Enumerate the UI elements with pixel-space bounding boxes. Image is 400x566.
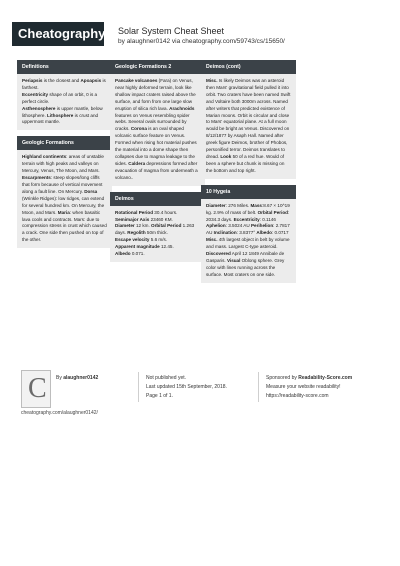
text: (Fara) on Venus, near highly deformed terrain, look like shallow impact craters raised above the surface, and form from one large slow eruption of silica rich lava. [115,78,196,111]
footer-divider [258,372,259,402]
footer-author-link[interactable]: alaughner0142 [63,375,99,381]
page-title: Solar System Cheat Sheet [118,26,225,36]
publish-status: Not published yet. [146,375,187,381]
term: Diameter [206,202,226,208]
page-count: Page 1 of 1. [146,393,173,399]
text: 0.071. [130,251,145,257]
term: Apparent magnitude [115,244,160,250]
block-body [17,74,112,130]
term: Misc. [206,237,218,243]
term: Periapsis [22,78,43,83]
term: Caldera [128,160,146,166]
text: shape of an orbit, 0 is a perfect circle. [22,91,98,104]
definitions-block [17,60,112,130]
term: Discovered [206,251,231,257]
term: Corona [130,126,147,132]
term: Look [220,153,232,159]
paragraph [115,251,200,258]
paragraph [206,78,291,175]
author-avatar[interactable] [21,370,51,408]
paragraph [22,78,107,92]
byline-prefix: by [118,38,125,45]
text: 23460 KM. [149,216,173,222]
text: 50 of a red hue. Would of been a sphere but chunk is missing on the bottom and top right. [206,153,285,173]
sponsor-tagline: Measure your website readability! [266,384,341,390]
block-title: Deimos [110,192,205,206]
text: 30.4 hours. [153,209,178,215]
sponsor-link[interactable]: Readability-Score.com [298,375,353,381]
term: Maria [57,209,70,215]
block-body [201,199,296,283]
term: Eccentricity [233,216,260,222]
term: Orbital Period [257,209,288,215]
term: Apoapsis [80,78,102,83]
footer-by: By [56,375,62,381]
sheet-url-link[interactable]: cheatography.com/59743/cs/15650/ [182,38,285,45]
paragraph [22,175,107,244]
term: Regolith [127,230,146,236]
paragraph [115,237,200,244]
hygeia-block [201,185,296,283]
avatar-letter: C [28,373,47,404]
text: Oblong sphere. Grey color with lines running across the surface. Most craters on one side. [206,257,285,277]
term: Misc. [206,78,218,83]
term: Highland continents [22,154,67,160]
text: : areas of unstable terrain with high peaks and valleys on Mercury, Venus, The Moon, and Mars. [22,154,104,174]
block-title: Definitions [17,60,112,74]
term: Albedo [256,230,272,236]
text: depressions formed after evacuation of magma from underneath a volcano.. [115,160,198,180]
term: Lithosphere [47,112,74,118]
text: : 2034.3 days. [206,209,290,222]
text: : 3.8377° [236,230,257,236]
term: Arachnoids [169,105,195,111]
text: is crust and uppermost mantle. [22,112,99,125]
text: April 12 1849 Annibale de Gasparis. [206,251,285,263]
text: 4th largest object in belt by volume and mass. Largest C-type asteroid. [206,237,290,250]
footer-author [56,375,98,381]
deimos-cont-block [201,60,296,179]
term: Dorsa [84,188,98,194]
deimos-block [110,192,205,262]
text: : 2.7817 AU [206,223,290,236]
page-header [0,0,400,58]
block-title: Deimos (cont) [201,60,296,74]
text: : steep slopes/long cliffs that form because of vertical movement along a fault line. On Mercury. [22,175,103,194]
sponsor-url[interactable]: https://readability-score.com [266,393,329,399]
footer-profile-link[interactable]: cheatography.com/alaughner0142/ [21,410,98,416]
block-body [201,74,296,179]
sponsor-line [266,375,352,381]
text: :8.67 × 10^19 kg. 2.9% of mass of belt. [206,202,290,215]
text: 1.263 days. [115,223,195,236]
term: Pancake volcanoes [115,78,158,83]
geologic-formations-block [17,136,112,248]
text: : 3.5024 AU [225,223,251,229]
block-title: Geologic Formations [17,136,112,150]
term: Visual [226,257,241,263]
text: : 276 Miles. [225,202,251,208]
text: 12.45. [159,244,174,250]
text: is an oval shaped volcanic surface feature on Venus. Formed when rising hot material pushes the material into a dome shape then collapses due to magma leakage to the sides. [115,126,197,166]
block-title: 10 Hygeia [201,185,296,199]
term: Orbital Period [151,223,182,229]
term: Eccentricity [22,91,49,97]
text: is upper mantle, below lithosphere. [22,105,103,118]
paragraph [22,154,107,175]
term: Semimajor Axis [115,216,150,222]
paragraph [115,210,200,217]
paragraph [22,106,107,127]
term: Escape velocity [115,237,150,243]
column-1 [17,60,112,254]
geologic-formations-2-block [110,60,205,186]
column-3 [201,60,296,289]
text: : 0.1146 [259,216,276,222]
text: features on Venus resembling spider webs. Several ovals surrounded by cracks. [115,112,190,132]
term: Perihelion [250,223,274,229]
text: is farthest. [22,78,106,90]
text: 5.6 m/s. [149,237,168,243]
paragraph [22,92,107,106]
sponsor-prefix: Sponsored by [266,375,297,381]
text: is the closest and [42,78,81,83]
text: : 0.0717 [271,230,289,236]
text: (Wrinkle Ridges): low ridges, can extend for several hundred km. On Mercury, the Moon, and Mars. [22,195,105,215]
byline-mid: via [171,38,181,45]
term: Diameter [115,223,135,229]
term: Inclination [213,230,237,236]
cheatography-logo[interactable]: Cheatography [12,22,104,46]
paragraph [115,78,200,182]
term: Albedo [115,251,131,257]
term: Rotational Period [115,209,154,215]
byline [118,38,285,45]
author-link[interactable]: alaughner0142 [126,38,171,45]
text: Is likely Deimos was an asteroid then Mars' gravitational field pulled it into orbit. Two craters have been named Swift and Voltaire both 3000m across. Named after writers that predicted existence of Marian moons. Orbit is circular and close to Mars' equatorial plane. At a full moon would be bright as Venus. Discovered on 8/12/1877 by Asaph Hall. Named after greek figure Deimos, brother of Phobos, personified terror. Deimos translates to dread. [206,78,291,159]
term: Escarpments [22,175,51,181]
block-title: Geologic Formations 2 [110,60,205,74]
paragraph [206,203,291,279]
last-updated: Last updated 15th September, 2018. [146,384,227,390]
block-body [110,206,205,262]
term: Mass [250,202,262,208]
footer-divider [138,372,139,402]
paragraph [115,244,200,251]
block-body [17,150,112,248]
paragraph [115,223,200,237]
text: : when basaltic lava cools and contracts. Mars: due to compression stress in crust which caused a crack. One side then pushed on top of the other. [22,209,107,243]
block-body [110,74,205,186]
paragraph [115,217,200,224]
text: 50m thick. [145,230,168,236]
term: Aphelion [206,223,226,229]
term: Asthenosphere [22,105,56,111]
text: 12 km. [134,223,152,229]
column-2 [110,60,205,268]
